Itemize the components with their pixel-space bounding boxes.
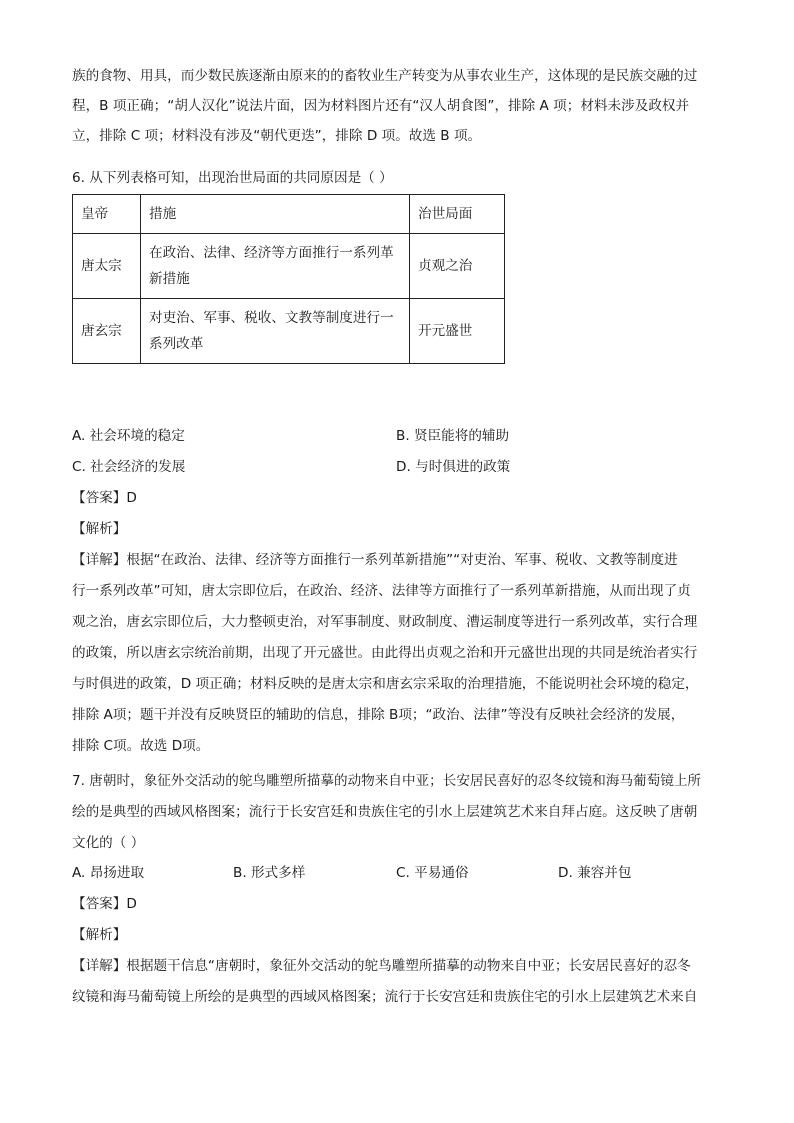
table-cell: 对吏治、军事、税收、文教等制度进行一系列改革	[141, 299, 410, 364]
analysis-label: 【解析】	[72, 927, 127, 943]
question-7-stem: 7. 唐朝时，象征外交活动的鸵鸟雕塑所描摹的动物来自中亚；长安居民喜好的忍冬纹镜和海马葡萄镜上所	[72, 773, 702, 789]
table-cell: 开元盛世	[410, 299, 505, 364]
option-c: C. 社会经济的发展	[72, 459, 186, 475]
option-b: B. 形式多样	[233, 865, 306, 881]
table-header-cell: 治世局面	[410, 195, 505, 234]
question-6-table	[72, 194, 505, 364]
answer-label: 【答案】D	[72, 490, 137, 506]
table-row	[73, 299, 505, 364]
table-row	[73, 234, 505, 299]
option-d: D. 与时俱进的政策	[396, 459, 511, 475]
table-header-cell: 措施	[141, 195, 410, 234]
question-7-stem: 绘的是典型的西域风格图案；流行于长安宫廷和贵族住宅的引水上层建筑艺术来自拜占庭。这反映了唐朝	[72, 804, 698, 820]
text-line: 观之治，唐玄宗即位后，大力整顿吏治，对军事制度、财政制度、漕运制度等进行一系列改革，实行合理	[72, 614, 698, 630]
option-b: B. 贤臣能将的辅助	[396, 428, 510, 444]
option-a: A. 社会环境的稳定	[72, 428, 185, 444]
question-7-stem: 文化的（ ）	[72, 835, 145, 851]
option-d: D. 兼容并包	[558, 865, 632, 881]
table-cell: 唐太宗	[73, 234, 141, 299]
table-header-row	[73, 195, 505, 234]
text-line: 纹镜和海马葡萄镜上所绘的是典型的西域风格图案；流行于长安宫廷和贵族住宅的引水上层建筑艺术来自	[72, 989, 698, 1005]
text-line: 行一系列改革”可知，唐太宗即位后，在政治、经济、法律等方面推行了一系列革新措施，从而出现了贞	[72, 583, 691, 599]
table-cell: 唐玄宗	[73, 299, 141, 364]
text-line: 程，B 项正确；“胡人汉化”说法片面，因为材料图片还有“汉人胡食图”，排除 A 项；材料未涉及政权并	[72, 98, 690, 114]
text-line: 的政策，所以唐玄宗统治前期，出现了开元盛世。由此得出贞观之治和开元盛世出现的共同是统治者实行	[72, 645, 698, 661]
text-line: 排除 C项。故选 D项。	[72, 738, 210, 754]
text-line: 【详解】根据题干信息“唐朝时，象征外交活动的鸵鸟雕塑所描摹的动物来自中亚；长安居民喜好的忍冬	[72, 958, 691, 974]
text-line: 与时俱进的政策，D 项正确；材料反映的是唐太宗和唐玄宗采取的治理措施，不能说明社会环境的稳定，	[72, 676, 699, 692]
question-6-stem: 6. 从下列表格可知，出现治世局面的共同原因是（ ）	[72, 170, 393, 186]
table-cell: 贞观之治	[410, 234, 505, 299]
table-header-cell: 皇帝	[73, 195, 141, 234]
option-c: C. 平易通俗	[396, 865, 469, 881]
option-a: A. 昂扬进取	[72, 865, 145, 881]
text-line: 排除 A项；题干并没有反映贤臣的辅助的信息，排除 B项；“政治、法律”等没有反映社会经济的发展，	[72, 707, 685, 723]
text-line: 【详解】根据“在政治、法律、经济等方面推行一系列革新措施”“对吏治、军事、税收、文教等制度进	[72, 552, 678, 568]
table-cell: 在政治、法律、经济等方面推行一系列革新措施	[141, 234, 410, 299]
analysis-label: 【解析】	[72, 521, 127, 537]
text-line: 族的食物、用具，而少数民族逐渐由原来的的畜牧业生产转变为从事农业生产，这体现的是民族交融的过	[72, 68, 698, 84]
answer-label: 【答案】D	[72, 896, 137, 912]
text-line: 立，排除 C 项；材料没有涉及“朝代更迭”，排除 D 项。故选 B 项。	[72, 128, 482, 144]
